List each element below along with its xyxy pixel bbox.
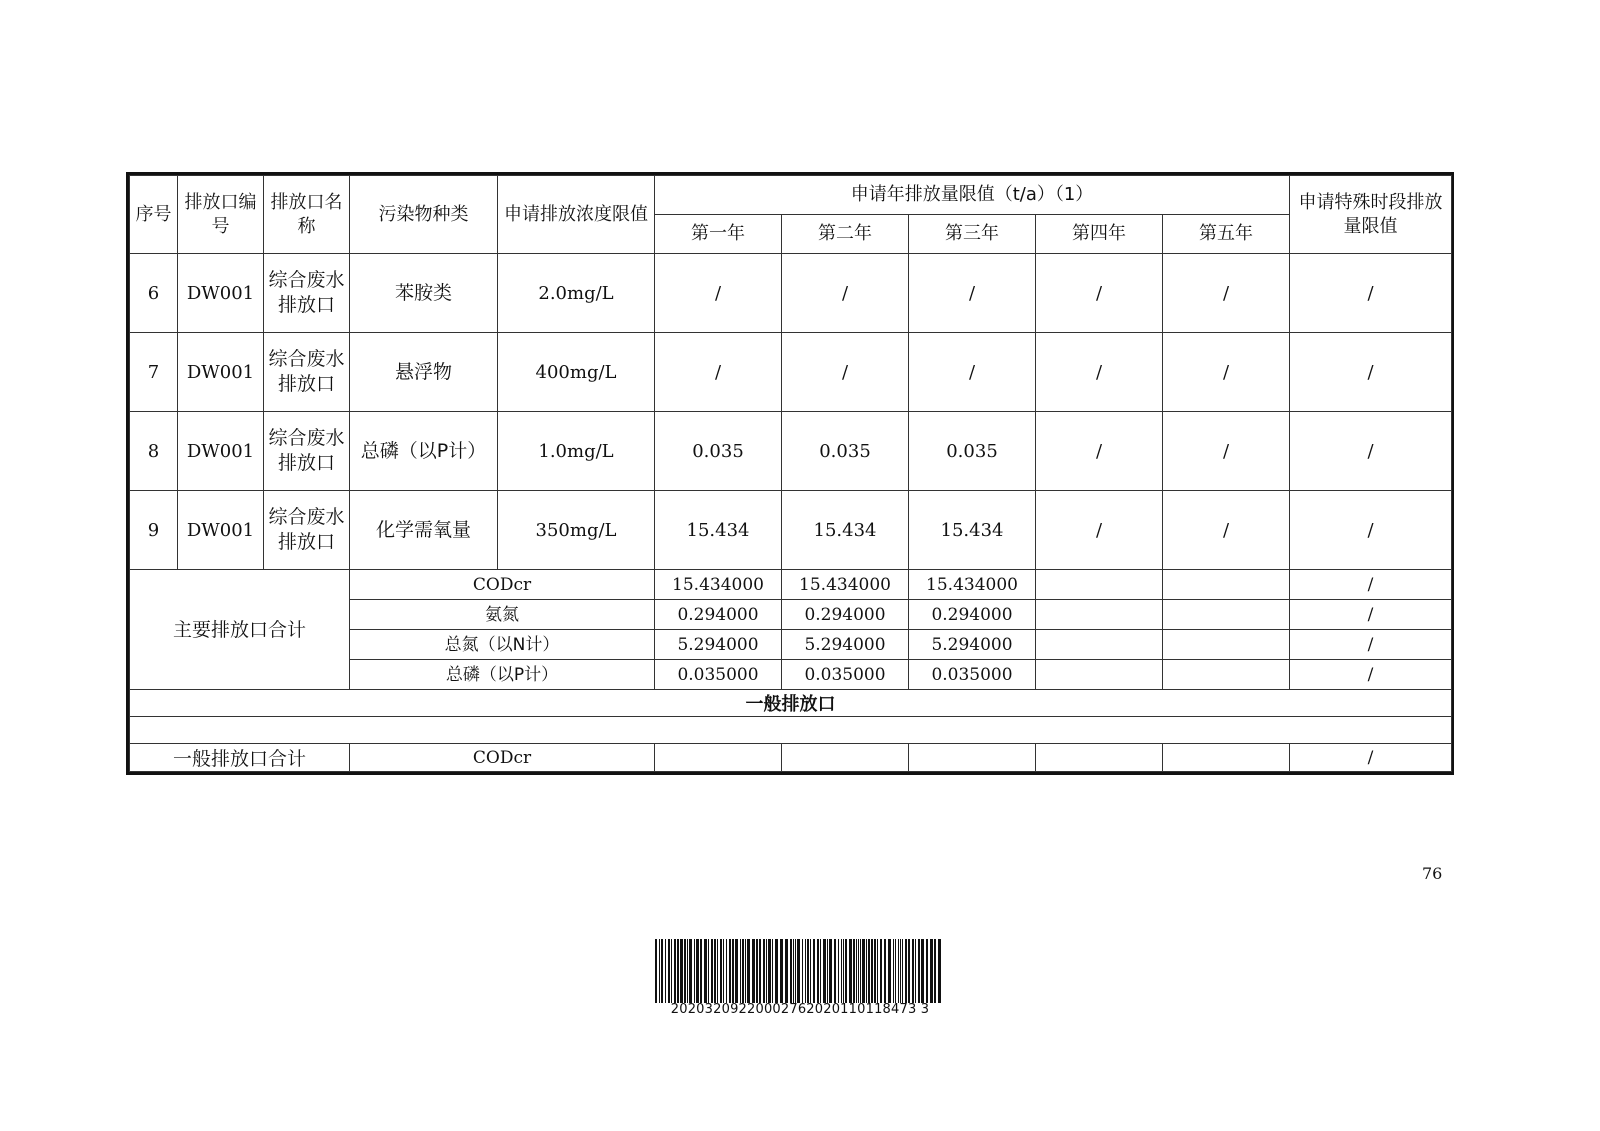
main-total-label: 主要排放口合计 — [130, 570, 350, 690]
cell-year-4: / — [1036, 254, 1163, 333]
main-total-pollutant: 氨氮 — [350, 600, 655, 630]
general-total-special: / — [1290, 744, 1452, 772]
cell-pollutant: 总磷（以P计） — [350, 412, 498, 491]
general-section-title: 一般排放口 — [130, 690, 1452, 717]
cell-year-2: 15.434 — [782, 491, 909, 570]
cell-pollutant: 化学需氧量 — [350, 491, 498, 570]
cell-seq: 7 — [130, 333, 178, 412]
cell-year-2: / — [782, 333, 909, 412]
main-total-year-5 — [1163, 570, 1290, 600]
cell-name: 综合废水排放口 — [264, 412, 350, 491]
cell-conc: 1.0mg/L — [498, 412, 655, 491]
cell-year-3: 0.035 — [909, 412, 1036, 491]
cell-year-4: / — [1036, 333, 1163, 412]
main-total-year-1: 0.035000 — [655, 660, 782, 690]
cell-code: DW001 — [178, 491, 264, 570]
table-row — [130, 333, 1452, 412]
main-total-year-4 — [1036, 600, 1163, 630]
cell-seq: 9 — [130, 491, 178, 570]
cell-pollutant: 悬浮物 — [350, 333, 498, 412]
cell-name: 综合废水排放口 — [264, 491, 350, 570]
cell-code: DW001 — [178, 254, 264, 333]
header-pollutant: 污染物种类 — [350, 176, 498, 254]
cell-year-1: / — [655, 333, 782, 412]
cell-name: 综合废水排放口 — [264, 254, 350, 333]
general-total-pollutant: CODcr — [350, 744, 655, 772]
blank-cell — [130, 717, 1452, 744]
main-total-year-1: 15.434000 — [655, 570, 782, 600]
header-conc-limit: 申请排放浓度限值 — [498, 176, 655, 254]
header-outlet-name: 排放口名称 — [264, 176, 350, 254]
barcode-number: 20203209220002762020110118473 3 — [670, 1002, 930, 1017]
cell-year-5: / — [1163, 412, 1290, 491]
cell-year-4: / — [1036, 412, 1163, 491]
cell-year-1: 0.035 — [655, 412, 782, 491]
cell-special: / — [1290, 412, 1452, 491]
header-year-1: 第一年 — [655, 215, 782, 254]
main-total-special: / — [1290, 630, 1452, 660]
cell-special: / — [1290, 333, 1452, 412]
cell-conc: 350mg/L — [498, 491, 655, 570]
main-total-row — [130, 570, 1452, 600]
cell-name: 综合废水排放口 — [264, 333, 350, 412]
main-total-year-5 — [1163, 600, 1290, 630]
blank-row — [130, 717, 1452, 744]
main-total-special: / — [1290, 600, 1452, 630]
cell-year-3: / — [909, 333, 1036, 412]
general-total-year-2 — [782, 744, 909, 772]
cell-conc: 400mg/L — [498, 333, 655, 412]
cell-year-5: / — [1163, 333, 1290, 412]
cell-year-5: / — [1163, 491, 1290, 570]
cell-code: DW001 — [178, 412, 264, 491]
main-total-year-2: 15.434000 — [782, 570, 909, 600]
general-total-year-1 — [655, 744, 782, 772]
cell-pollutant: 苯胺类 — [350, 254, 498, 333]
header-seq: 序号 — [130, 176, 178, 254]
cell-year-2: 0.035 — [782, 412, 909, 491]
main-total-pollutant: 总磷（以P计） — [350, 660, 655, 690]
header-year-4: 第四年 — [1036, 215, 1163, 254]
main-total-year-5 — [1163, 660, 1290, 690]
main-total-pollutant: 总氮（以N计） — [350, 630, 655, 660]
general-total-row — [130, 744, 1452, 772]
main-total-year-3: 0.035000 — [909, 660, 1036, 690]
cell-year-4: / — [1036, 491, 1163, 570]
main-total-year-4 — [1036, 660, 1163, 690]
cell-year-2: / — [782, 254, 909, 333]
main-total-pollutant: CODcr — [350, 570, 655, 600]
cell-code: DW001 — [178, 333, 264, 412]
main-total-year-2: 0.035000 — [782, 660, 909, 690]
main-total-year-1: 0.294000 — [655, 600, 782, 630]
table-row — [130, 412, 1452, 491]
main-total-special: / — [1290, 660, 1452, 690]
emission-limits-table — [129, 175, 1452, 772]
general-total-label: 一般排放口合计 — [130, 744, 350, 772]
cell-year-1: 15.434 — [655, 491, 782, 570]
main-total-year-3: 5.294000 — [909, 630, 1036, 660]
main-total-year-2: 0.294000 — [782, 600, 909, 630]
cell-special: / — [1290, 491, 1452, 570]
page-number: 76 — [1422, 864, 1443, 883]
cell-year-1: / — [655, 254, 782, 333]
table-row — [130, 254, 1452, 333]
emission-limits-table-frame — [126, 172, 1454, 775]
general-total-year-4 — [1036, 744, 1163, 772]
header-year-2: 第二年 — [782, 215, 909, 254]
main-total-year-5 — [1163, 630, 1290, 660]
general-section-row — [130, 690, 1452, 717]
header-outlet-code: 排放口编号 — [178, 176, 264, 254]
general-total-year-3 — [909, 744, 1036, 772]
table-row — [130, 491, 1452, 570]
cell-year-5: / — [1163, 254, 1290, 333]
main-total-year-4 — [1036, 570, 1163, 600]
main-total-year-2: 5.294000 — [782, 630, 909, 660]
main-total-year-4 — [1036, 630, 1163, 660]
cell-conc: 2.0mg/L — [498, 254, 655, 333]
header-year-3: 第三年 — [909, 215, 1036, 254]
cell-year-3: / — [909, 254, 1036, 333]
header-year-5: 第五年 — [1163, 215, 1290, 254]
barcode-image — [655, 939, 945, 1003]
header-special-period: 申请特殊时段排放量限值 — [1290, 176, 1452, 254]
cell-seq: 8 — [130, 412, 178, 491]
cell-year-3: 15.434 — [909, 491, 1036, 570]
main-total-year-3: 0.294000 — [909, 600, 1036, 630]
cell-special: / — [1290, 254, 1452, 333]
header-annual-group: 申请年排放量限值（t/a）（1） — [655, 176, 1290, 215]
main-total-year-3: 15.434000 — [909, 570, 1036, 600]
cell-seq: 6 — [130, 254, 178, 333]
general-total-year-5 — [1163, 744, 1290, 772]
main-total-special: / — [1290, 570, 1452, 600]
main-total-year-1: 5.294000 — [655, 630, 782, 660]
